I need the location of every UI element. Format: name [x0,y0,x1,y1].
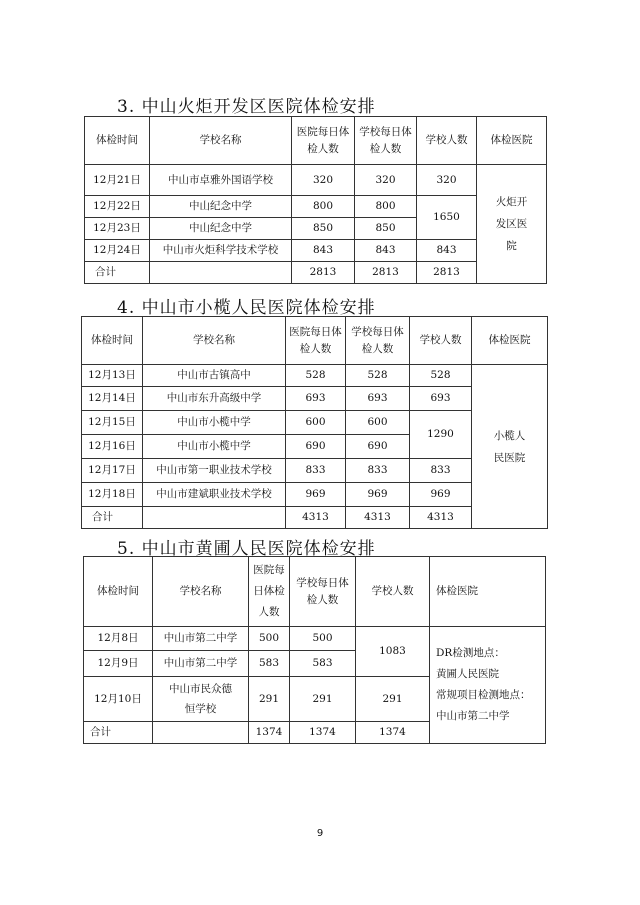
school-total-cell: 969 [410,483,472,507]
page-number: 9 [316,828,324,839]
school-daily-cell: 528 [346,365,410,387]
hospital-daily-cell: 600 [286,411,346,435]
hospital-cell: 小榄人民医院 [472,365,548,529]
hospital-daily-cell: 693 [286,387,346,411]
school-total-cell: 1083 [356,627,430,677]
school-daily-cell: 600 [346,411,410,435]
date-cell: 12月21日 [85,165,150,196]
school-cell: 中山市东升高级中学 [143,387,286,411]
school-total-cell: 320 [417,165,477,196]
sum-label: 合计 [84,722,153,744]
sum-label: 合计 [85,262,150,284]
hospital-line: 中山市第二中学 [436,710,510,722]
hospital-daily-cell: 528 [286,365,346,387]
hospital-daily-cell: 690 [286,435,346,459]
hospital-daily-cell: 320 [292,165,355,196]
school-cell: 中山市卓雅外国语学校 [150,165,292,196]
school-cell: 中山市古镇高中 [143,365,286,387]
hospital-daily-cell: 843 [292,240,355,262]
school-cell [143,507,286,529]
date-cell: 12月18日 [82,483,143,507]
school-total-cell: 4313 [410,507,472,529]
section-heading: 5. 中山市黄圃人民医院体检安排 [117,539,376,559]
school-daily-cell: 693 [346,387,410,411]
school-total-cell: 833 [410,459,472,483]
school-total-cell: 693 [410,387,472,411]
school-daily-cell: 843 [355,240,417,262]
school-total-cell: 1650 [417,196,477,240]
header-hospital-daily: 医院每日体检人数 [292,117,355,165]
school-total-cell: 1374 [356,722,430,744]
school-daily-cell: 2813 [355,262,417,284]
school-total-cell: 1290 [410,411,472,459]
school-cell: 中山纪念中学 [150,196,292,218]
school-daily-cell: 500 [290,627,356,651]
header-school-daily: 学校每日体检人数 [355,117,417,165]
hospital-line: DR检测地点： [436,647,505,659]
school-daily-cell: 4313 [346,507,410,529]
header-school-daily: 学校每日体检人数 [290,557,356,627]
hospital-line: 黄圃人民医院 [436,668,499,680]
header-date: 体检时间 [84,557,153,627]
header-date: 体检时间 [85,117,150,165]
header-school-daily: 学校每日体检人数 [346,317,410,365]
school-daily-cell: 833 [346,459,410,483]
header-date: 体检时间 [82,317,143,365]
header-school-total: 学校人数 [410,317,472,365]
hospital-daily-cell: 500 [249,627,290,651]
sum-label: 合计 [82,507,143,529]
hospital-daily-cell: 833 [286,459,346,483]
school-daily-cell: 800 [355,196,417,218]
header-row [85,117,547,165]
hospital-daily-cell: 1374 [249,722,290,744]
hospital-daily-cell: 969 [286,483,346,507]
header-school: 学校名称 [153,557,249,627]
school-cell: 中山市火炬科学技术学校 [150,240,292,262]
school-daily-cell: 850 [355,218,417,240]
school-daily-cell: 969 [346,483,410,507]
school-total-cell: 291 [356,677,430,722]
schedule-table [81,316,548,529]
table-row [82,365,548,387]
hospital-daily-cell: 850 [292,218,355,240]
date-cell: 12月8日 [84,627,153,651]
hospital-daily-cell: 291 [249,677,290,722]
school-cell: 中山市第一职业技术学校 [143,459,286,483]
schedule-table [83,556,546,744]
schedule-table [84,116,547,284]
school-daily-cell: 320 [355,165,417,196]
school-cell: 中山市民众德恒学校 [153,677,249,722]
header-row [84,557,546,627]
date-cell: 12月14日 [82,387,143,411]
hospital-line: 常规项目检测地点： [436,689,531,701]
date-cell: 12月24日 [85,240,150,262]
school-cell [153,722,249,744]
section-heading: 4. 中山市小榄人民医院体检安排 [117,298,376,318]
hospital-cell [430,627,546,744]
school-cell: 中山纪念中学 [150,218,292,240]
header-hospital-daily: 医院每日体检人数 [286,317,346,365]
hospital-cell: 火炬开发区医院 [477,165,547,284]
date-cell: 12月22日 [85,196,150,218]
header-school: 学校名称 [150,117,292,165]
school-cell: 中山市第二中学 [153,651,249,677]
school-total-cell: 843 [417,240,477,262]
header-hospital: 体检医院 [472,317,548,365]
header-row [82,317,548,365]
school-total-cell: 2813 [417,262,477,284]
school-cell [150,262,292,284]
school-cell: 中山市第二中学 [153,627,249,651]
section-heading: 3. 中山火炬开发区医院体检安排 [117,97,376,117]
date-cell: 12月13日 [82,365,143,387]
header-hospital: 体检医院 [430,557,546,627]
hospital-daily-cell: 583 [249,651,290,677]
header-school: 学校名称 [143,317,286,365]
hospital-daily-cell: 800 [292,196,355,218]
header-school-total: 学校人数 [417,117,477,165]
school-daily-cell: 1374 [290,722,356,744]
school-daily-cell: 690 [346,435,410,459]
date-cell: 12月10日 [84,677,153,722]
header-hospital: 体检医院 [477,117,547,165]
date-cell: 12月16日 [82,435,143,459]
date-cell: 12月23日 [85,218,150,240]
school-cell: 中山市小榄中学 [143,435,286,459]
header-hospital-daily: 医院每日体检人数 [249,557,290,627]
school-cell: 中山市小榄中学 [143,411,286,435]
hospital-daily-cell: 4313 [286,507,346,529]
table-row [84,627,546,651]
hospital-daily-cell: 2813 [292,262,355,284]
table-row [85,165,547,196]
school-daily-cell: 583 [290,651,356,677]
school-cell: 中山市建斌职业技术学校 [143,483,286,507]
date-cell: 12月17日 [82,459,143,483]
school-daily-cell: 291 [290,677,356,722]
school-total-cell: 528 [410,365,472,387]
date-cell: 12月9日 [84,651,153,677]
header-school-total: 学校人数 [356,557,430,627]
date-cell: 12月15日 [82,411,143,435]
